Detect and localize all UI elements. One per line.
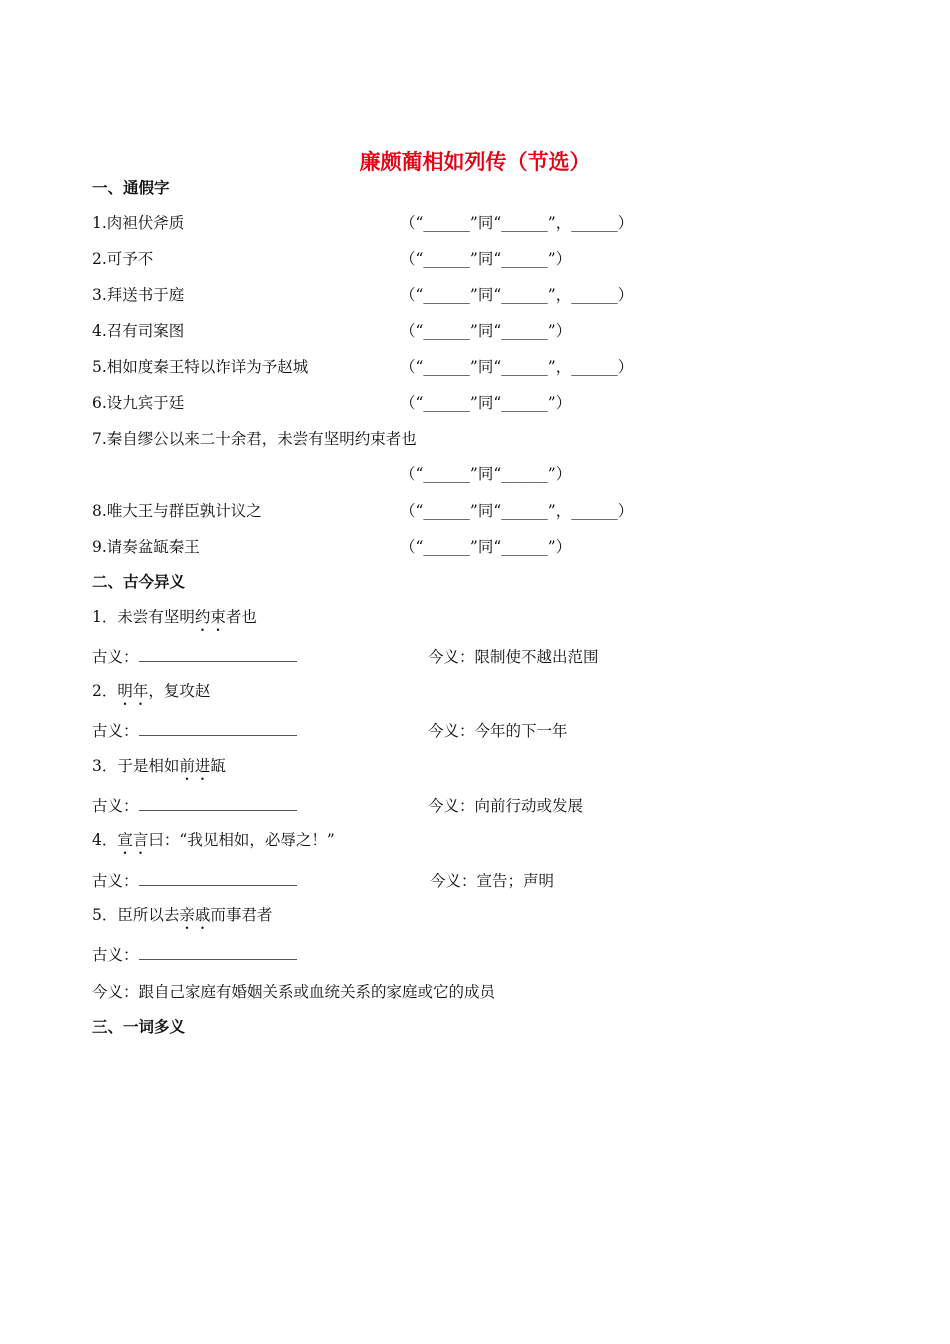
- tongjia-answer-7: （“______”同“______”）: [400, 465, 572, 483]
- section-heading-gujinyiyi: 二、古今异义: [92, 573, 186, 591]
- gujin-jin-2: 今义：今年的下一年: [428, 722, 568, 740]
- dotted-word: 约束: [194, 608, 226, 626]
- gujin-sentence-3: 3．于是相如前进缻: [92, 757, 226, 775]
- tongjia-answer-8: （“______”同“______”，______）: [400, 502, 634, 520]
- tongjia-item-8: 8.唯大王与群臣孰计议之: [92, 502, 262, 520]
- gujin-jin-3: 今义：向前行动或发展: [428, 797, 584, 815]
- dotted-word: 亲戚: [179, 906, 211, 924]
- answer-blank[interactable]: [139, 871, 297, 886]
- gujin-jin-1: 今义：限制使不越出范围: [428, 648, 599, 666]
- dotted-word: 前进: [179, 757, 211, 775]
- gujin-jin-4: 今义：宣告；声明: [430, 872, 555, 890]
- gujin-gu-4: 古义：: [92, 869, 297, 891]
- tongjia-answer-3: （“______”同“______”，______）: [400, 286, 634, 304]
- dotted-word: 明年: [117, 682, 149, 700]
- gujin-gu-5: 古义：: [92, 943, 297, 965]
- answer-blank[interactable]: [139, 796, 297, 811]
- tongjia-item-3: 3.拜送书于庭: [92, 286, 185, 304]
- gujin-sentence-1: 1．未尝有坚明约束者也: [92, 608, 257, 626]
- gujin-jin-5: 今义：跟自己家庭有婚姻关系或血统关系的家庭或它的成员: [92, 983, 496, 1001]
- tongjia-answer-9: （“______”同“______”）: [400, 538, 572, 556]
- tongjia-item-9: 9.请奏盆缻秦王: [92, 538, 200, 556]
- gujin-gu-1: 古义：: [92, 645, 297, 667]
- tongjia-answer-5: （“______”同“______”，______）: [400, 358, 634, 376]
- tongjia-item-1: 1.肉袒伏斧质: [92, 214, 185, 232]
- gujin-gu-3: 古义：: [92, 794, 297, 816]
- section-heading-tongjiazi: 一、通假字: [92, 179, 170, 197]
- answer-blank[interactable]: [139, 721, 297, 736]
- answer-blank[interactable]: [139, 945, 297, 960]
- gujin-sentence-4: 4．宣言曰：“我见相如，必辱之！”: [92, 831, 335, 849]
- tongjia-item-2: 2.可予不: [92, 250, 154, 268]
- tongjia-item-4: 4.召有司案图: [92, 322, 185, 340]
- tongjia-item-5: 5.相如度秦王特以诈详为予赵城: [92, 358, 309, 376]
- gujin-gu-2: 古义：: [92, 719, 297, 741]
- tongjia-item-6: 6.设九宾于廷: [92, 394, 185, 412]
- tongjia-answer-4: （“______”同“______”）: [400, 322, 572, 340]
- gujin-sentence-5: 5．臣所以去亲戚而事君者: [92, 906, 273, 924]
- answer-blank[interactable]: [139, 647, 297, 662]
- gujin-sentence-2: 2．明年，复攻赵: [92, 682, 211, 700]
- tongjia-item-7: 7.秦自缪公以来二十余君，未尝有坚明约束者也: [92, 430, 417, 448]
- tongjia-answer-6: （“______”同“______”）: [400, 394, 572, 412]
- page-title: 廉颇蔺相如列传（节选）: [359, 150, 591, 174]
- dotted-word: 宣言: [117, 831, 149, 849]
- section-heading-yiciduoyi: 三、一词多义: [92, 1018, 186, 1036]
- tongjia-answer-1: （“______”同“______”，______）: [400, 214, 634, 232]
- tongjia-answer-2: （“______”同“______”）: [400, 250, 572, 268]
